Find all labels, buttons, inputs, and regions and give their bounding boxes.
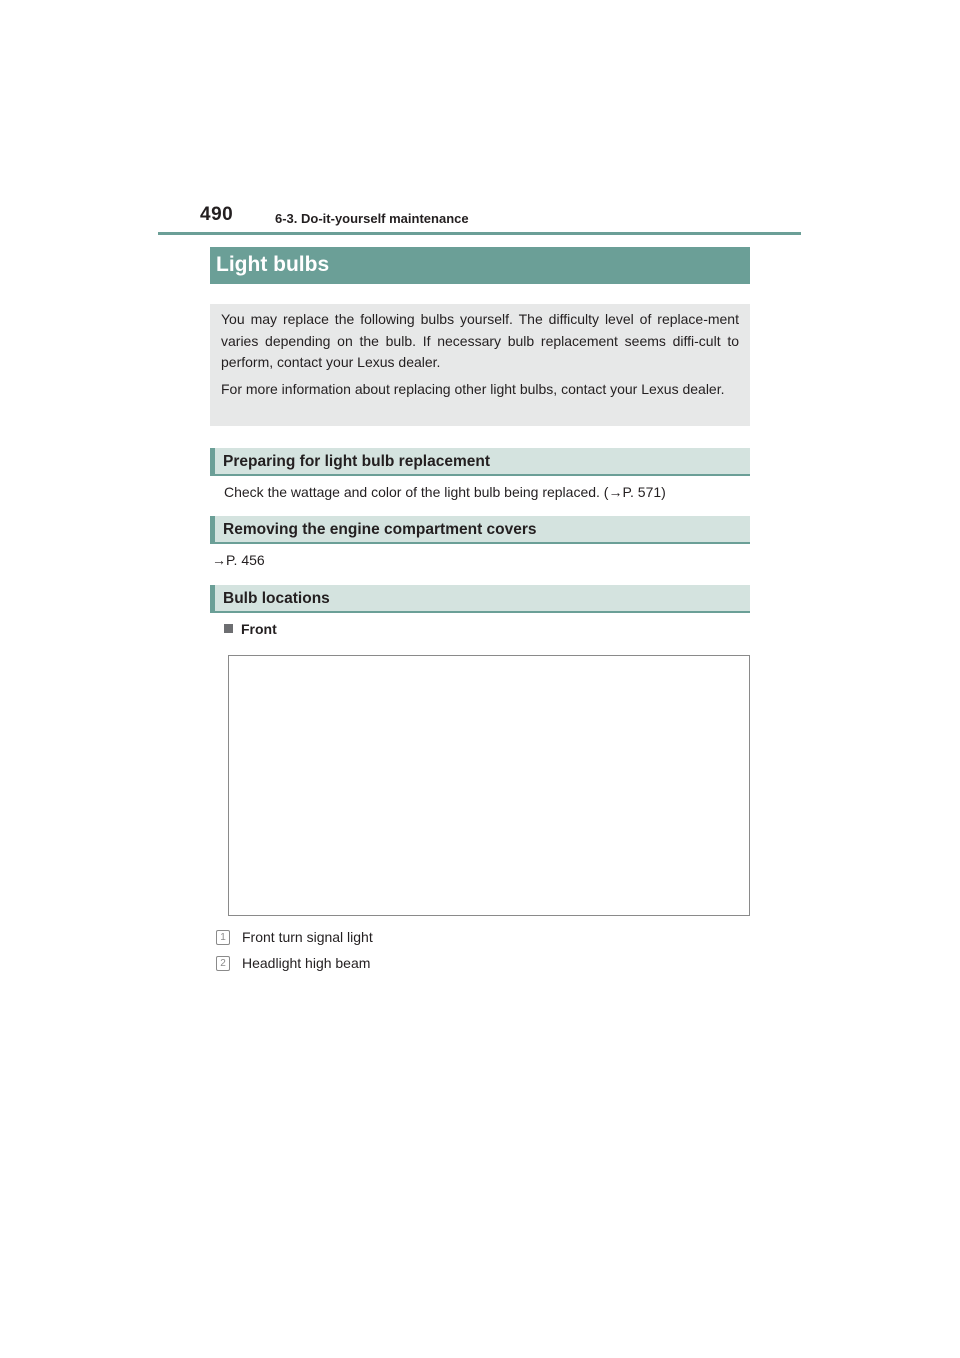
removing-heading: Removing the engine compartment covers: [210, 516, 750, 544]
page-title: Light bulbs: [210, 247, 750, 284]
removing-text: →P. 456: [212, 552, 265, 568]
intro-paragraph-2: For more information about replacing other light bulbs, contact your Lexus dealer.: [221, 380, 725, 397]
intro-paragraph-1: You may replace the following bulbs yourself. The difficulty level of replace-ment varies depending on the bulb. If necessary bulb replacement seems diffi-cult to perform, contact your Lexus dealer.: [221, 311, 739, 370]
intro-box: [210, 304, 750, 426]
legend-number-1: 1: [216, 930, 230, 945]
preparing-heading: Preparing for light bulb replacement: [210, 448, 750, 476]
legend-label-1: Front turn signal light: [242, 929, 373, 945]
legend-number-2: 2: [216, 956, 230, 971]
square-bullet-icon: [224, 624, 233, 633]
page-number: 490: [200, 204, 234, 225]
legend-item-2: [216, 955, 370, 971]
locations-heading: Bulb locations: [210, 585, 750, 613]
legend-label-2: Headlight high beam: [242, 955, 371, 971]
section-label: 6-3. Do-it-yourself maintenance: [275, 211, 469, 226]
bulb-location-figure: [228, 655, 750, 916]
front-label: Front: [241, 621, 277, 637]
preparing-text: Check the wattage and color of the light bulb being replaced. (→P. 571): [224, 484, 666, 500]
header-divider: [158, 232, 801, 235]
front-heading: [224, 621, 277, 637]
legend-item-1: [216, 929, 373, 945]
